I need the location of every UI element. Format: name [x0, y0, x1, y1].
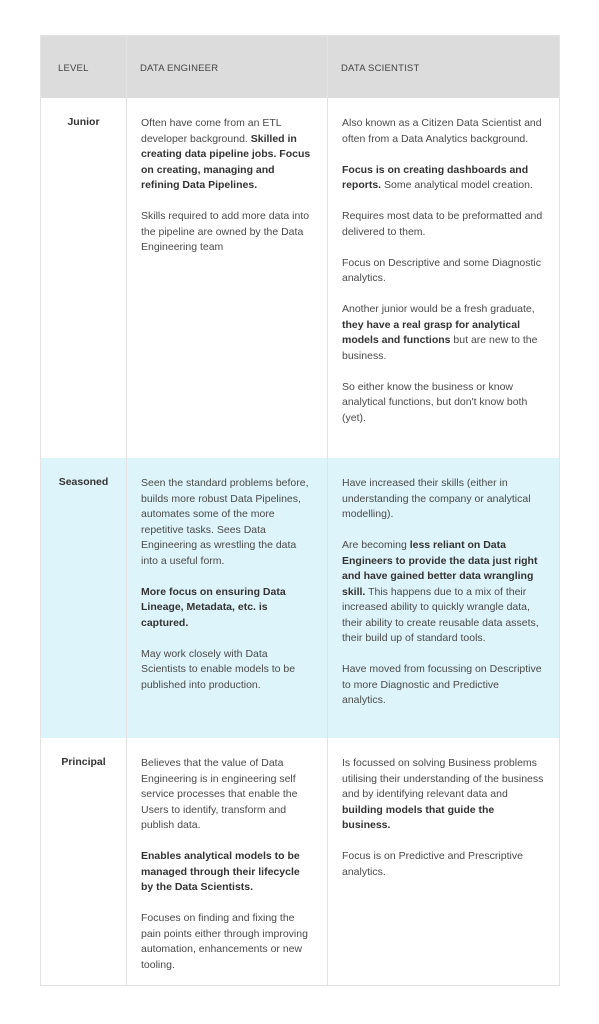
engineer-cell: [126, 738, 327, 985]
level-label: Junior: [67, 116, 100, 128]
table-header: [41, 36, 559, 98]
bold-text: Enables analytical models to be managed through their lifecycle by the Data Scientists.: [141, 850, 300, 893]
row-junior: [41, 98, 559, 458]
engineer-cell: [126, 98, 327, 458]
scientist-cell: [327, 738, 559, 985]
text: but are new to the business.: [342, 334, 538, 362]
paragraph: Focuses on finding and fixing the pain points either through improving automation, enhancements or new tooling.: [141, 912, 308, 971]
paragraph: Also known as a Citizen Data Scientist and often from a Data Analytics background.: [342, 117, 542, 145]
row-seasoned: [41, 458, 559, 738]
bold-text: More focus on ensuring Data Lineage, Metadata, etc. is captured.: [141, 585, 286, 629]
level-label: Principal: [61, 756, 106, 768]
paragraph: Focus on Descriptive and some Diagnostic analytics.: [342, 256, 542, 284]
paragraph: Focus is on Predictive and Prescriptive analytics.: [342, 850, 523, 878]
text: This happens due to a mix of their increased ability to quickly wrangle data, their ability to create reusable data assets, their build up of standard tools.: [342, 585, 539, 644]
header-data-scientist: DATA SCIENTIST: [327, 36, 559, 98]
paragraph: [342, 756, 545, 834]
text: Is focussed on solving Business problems utilising their understanding of the business and by identifying relevant data and: [342, 757, 544, 800]
bold-text: they have a real grasp for analytical models and functions: [342, 318, 520, 346]
paragraph: Seen the standard problems before, builds more robust Data Pipelines, automates some of the more repetitive tasks. Sees Data Engineering as wrestling the data into a useful form.: [141, 477, 309, 567]
engineer-cell: [126, 458, 327, 738]
paragraph: [141, 585, 313, 632]
scientist-cell: [327, 458, 559, 738]
level-label: Seasoned: [58, 476, 109, 488]
paragraph: Believes that the value of Data Engineering is in engineering self service processes that enable the Users to identify, transform and publish data.: [141, 757, 298, 831]
paragraph: Have increased their skills (either in understanding the company or analytical modelling).: [342, 477, 531, 520]
paragraph: [141, 116, 313, 194]
bold-text: less reliant on Data Engineers to provide the data just right and have gained better data wrangling skill.: [342, 539, 538, 598]
bold-text: Focus is on creating dashboards and reports.: [342, 163, 529, 191]
text: Another junior would be a fresh graduate,: [342, 303, 535, 315]
text: Some analytical model creation.: [381, 179, 533, 191]
paragraph: Skills required to add more data into the pipeline are owned by the Data Engineering team: [141, 210, 310, 253]
paragraph: [141, 849, 313, 896]
bold-text: building models that guide the business.: [342, 803, 495, 831]
roles-table: [40, 35, 560, 986]
header-data-engineer: DATA ENGINEER: [126, 36, 327, 98]
paragraph: Requires most data to be preformatted and delivered to them.: [342, 210, 543, 238]
paragraph: So either know the business or know analytical functions, but don't know both (yet).: [342, 380, 528, 424]
scientist-cell: [327, 98, 559, 458]
header-level: LEVEL: [58, 63, 89, 74]
text: Are becoming: [342, 539, 410, 551]
bold-text: Skilled in creating data pipeline jobs. Focus on creating, managing and refining Data Pipelines.: [141, 132, 311, 191]
paragraph: Have moved from focussing on Descriptive to more Diagnostic and Predictive analytics.: [342, 663, 542, 706]
paragraph: [342, 302, 545, 364]
text: Often have come from an ETL developer background.: [141, 117, 282, 145]
row-principal: [41, 738, 559, 985]
paragraph: [342, 538, 545, 647]
paragraph: May work closely with Data Scientists to enable models to be published into production.: [141, 647, 296, 691]
paragraph: [342, 163, 545, 194]
